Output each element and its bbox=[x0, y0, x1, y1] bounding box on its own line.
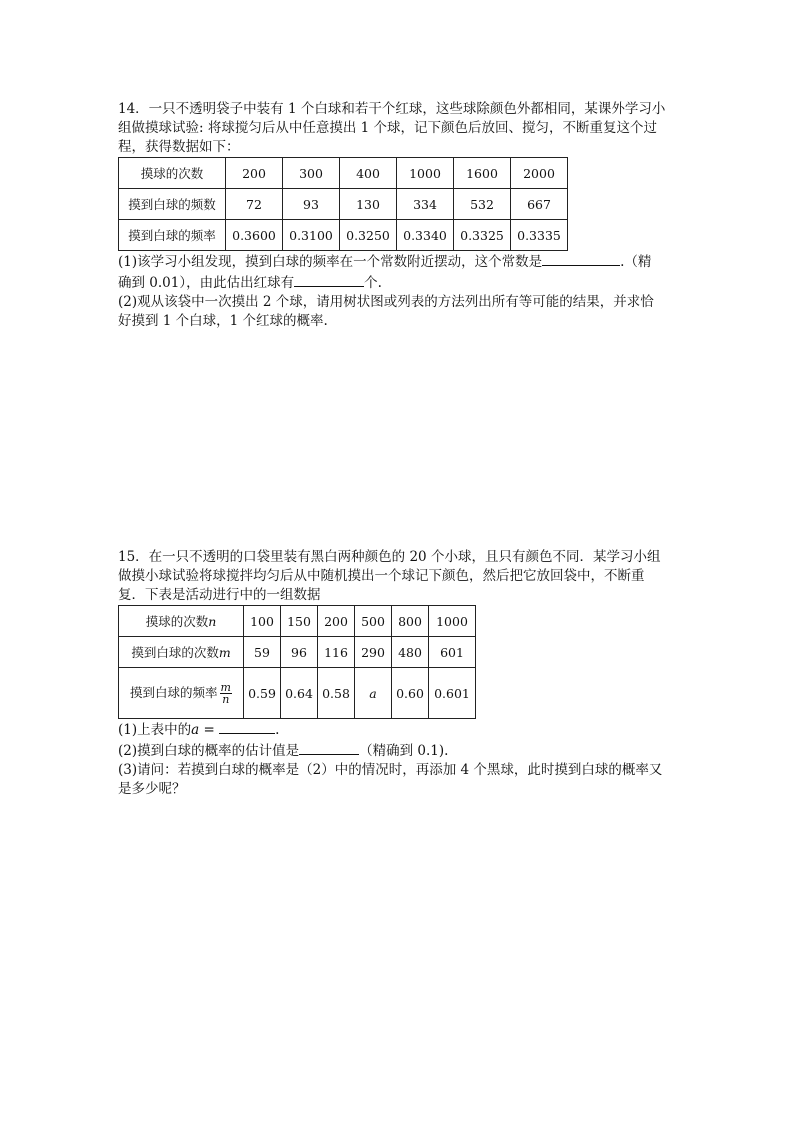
variable-m: m bbox=[218, 645, 231, 660]
table-cell: 0.59 bbox=[244, 668, 281, 719]
table-cell: 0.60 bbox=[392, 668, 429, 719]
q15-part1 bbox=[118, 719, 678, 740]
q15-part1-text-a: (1)上表中的 bbox=[118, 722, 192, 738]
table-row bbox=[119, 220, 568, 251]
q14-part2-line2: 好摸到 1 个白球，1 个红球的概率. bbox=[118, 313, 328, 329]
question-15 bbox=[118, 548, 678, 799]
q15-part1-text-b: = bbox=[199, 722, 220, 738]
answer-blank[interactable] bbox=[219, 719, 275, 734]
table-cell: 800 bbox=[392, 606, 429, 637]
table-row bbox=[119, 158, 568, 189]
q15-stem-line3: 复．下表是活动进行中的一组数据 bbox=[118, 587, 321, 603]
table-cell: 0.58 bbox=[318, 668, 355, 719]
row-header bbox=[119, 606, 244, 637]
q15-part2-text-a: (2)摸到白球的概率的估计值是 bbox=[118, 743, 300, 759]
table-cell: 0.3340 bbox=[397, 220, 454, 251]
table-cell: 0.3100 bbox=[283, 220, 340, 251]
q15-part1-text-c: . bbox=[275, 722, 280, 738]
table-cell: 1000 bbox=[397, 158, 454, 189]
variable-n: n bbox=[208, 614, 217, 629]
row-header: 摸球的次数 bbox=[119, 158, 226, 189]
variable-a: a bbox=[191, 722, 200, 738]
table-cell: 72 bbox=[226, 189, 283, 220]
table-cell: 2000 bbox=[511, 158, 568, 189]
table-cell: 1000 bbox=[429, 606, 476, 637]
table-cell: 116 bbox=[318, 637, 355, 668]
table-cell: 500 bbox=[355, 606, 392, 637]
row-header bbox=[119, 668, 244, 719]
row-header-text: 摸到白球的频率 bbox=[130, 684, 218, 700]
q14-part1-text-d: 个. bbox=[364, 275, 382, 291]
table-cell: 100 bbox=[244, 606, 281, 637]
table-cell: 0.3335 bbox=[511, 220, 568, 251]
table-cell: 0.3250 bbox=[340, 220, 397, 251]
fraction-numerator: m bbox=[220, 680, 231, 694]
row-header-text: 摸球的次数 bbox=[145, 614, 209, 629]
table-cell: 480 bbox=[392, 637, 429, 668]
table-row bbox=[119, 668, 476, 719]
q14-stem-line3: 程，获得数据如下： bbox=[118, 139, 240, 155]
answer-blank[interactable] bbox=[542, 251, 620, 266]
q14-part1-line2 bbox=[118, 272, 678, 293]
row-header: 摸到白球的频率 bbox=[119, 220, 226, 251]
q15-part3-line2: 是多少呢？ bbox=[118, 781, 186, 797]
table-cell: 93 bbox=[283, 189, 340, 220]
table-cell: 200 bbox=[226, 158, 283, 189]
fraction-denominator: n bbox=[222, 692, 230, 706]
table-cell: 130 bbox=[340, 189, 397, 220]
q15-data-table bbox=[118, 605, 476, 719]
q14-stem-line1: 14．一只不透明袋子中装有 1 个白球和若干个红球，这些球除颜色外都相同，某课外学习小 bbox=[118, 101, 666, 117]
q15-part2-text-b: （精确到 0.1). bbox=[359, 743, 449, 759]
question-14 bbox=[118, 100, 678, 331]
row-header-text: 摸到白球的次数 bbox=[131, 645, 219, 660]
q14-part1-text-c: 确到 0.01），由此估出红球有 bbox=[118, 275, 295, 291]
q14-stem-line2: 组做摸球试验: 将球搅匀后从中任意摸出 1 个球，记下颜色后放回、搅匀，不断重复这个过 bbox=[118, 120, 658, 136]
table-cell: 290 bbox=[355, 637, 392, 668]
q14-part1-line1 bbox=[118, 251, 678, 272]
table-row bbox=[119, 637, 476, 668]
row-header: 摸到白球的频数 bbox=[119, 189, 226, 220]
table-cell: 334 bbox=[397, 189, 454, 220]
table-cell: a bbox=[355, 668, 392, 719]
q14-part1-text-a: (1)该学习小组发现，摸到白球的频率在一个常数附近摆动，这个常数是 bbox=[118, 254, 543, 270]
table-cell: 0.64 bbox=[281, 668, 318, 719]
answer-blank[interactable] bbox=[299, 740, 359, 755]
table-cell: 200 bbox=[318, 606, 355, 637]
table-cell: 150 bbox=[281, 606, 318, 637]
q14-part1-text-b: .（精 bbox=[620, 254, 652, 270]
table-cell: 532 bbox=[454, 189, 511, 220]
table-cell: 0.601 bbox=[429, 668, 476, 719]
q15-stem-line1: 15．在一只不透明的口袋里装有黑白两种颜色的 20 个小球，且只有颜色不同．某学习小组 bbox=[118, 549, 661, 565]
q14-part2-line1: (2)观从该袋中一次摸出 2 个球，请用树状图或列表的方法列出所有等可能的结果，并求恰 bbox=[118, 294, 654, 310]
table-cell: 96 bbox=[281, 637, 318, 668]
table-cell: 300 bbox=[283, 158, 340, 189]
table-row bbox=[119, 606, 476, 637]
table-cell: 59 bbox=[244, 637, 281, 668]
q14-data-table bbox=[118, 157, 568, 251]
answer-blank[interactable] bbox=[294, 272, 364, 287]
q15-part2 bbox=[118, 740, 678, 761]
q15-stem-line2: 做摸小球试验将球搅拌均匀后从中随机摸出一个球记下颜色，然后把它放回袋中，不断重 bbox=[118, 568, 645, 584]
table-cell: 0.3325 bbox=[454, 220, 511, 251]
table-row bbox=[119, 189, 568, 220]
table-cell: 0.3600 bbox=[226, 220, 283, 251]
row-header bbox=[119, 637, 244, 668]
q15-part3-line1: (3)请问：若摸到白球的概率是（2）中的情况时，再添加 4 个黑球，此时摸到白球的概率又 bbox=[118, 762, 663, 778]
fraction-m-over-n bbox=[220, 682, 232, 705]
table-cell: 601 bbox=[429, 637, 476, 668]
table-cell: 1600 bbox=[454, 158, 511, 189]
table-cell: 667 bbox=[511, 189, 568, 220]
table-cell: 400 bbox=[340, 158, 397, 189]
